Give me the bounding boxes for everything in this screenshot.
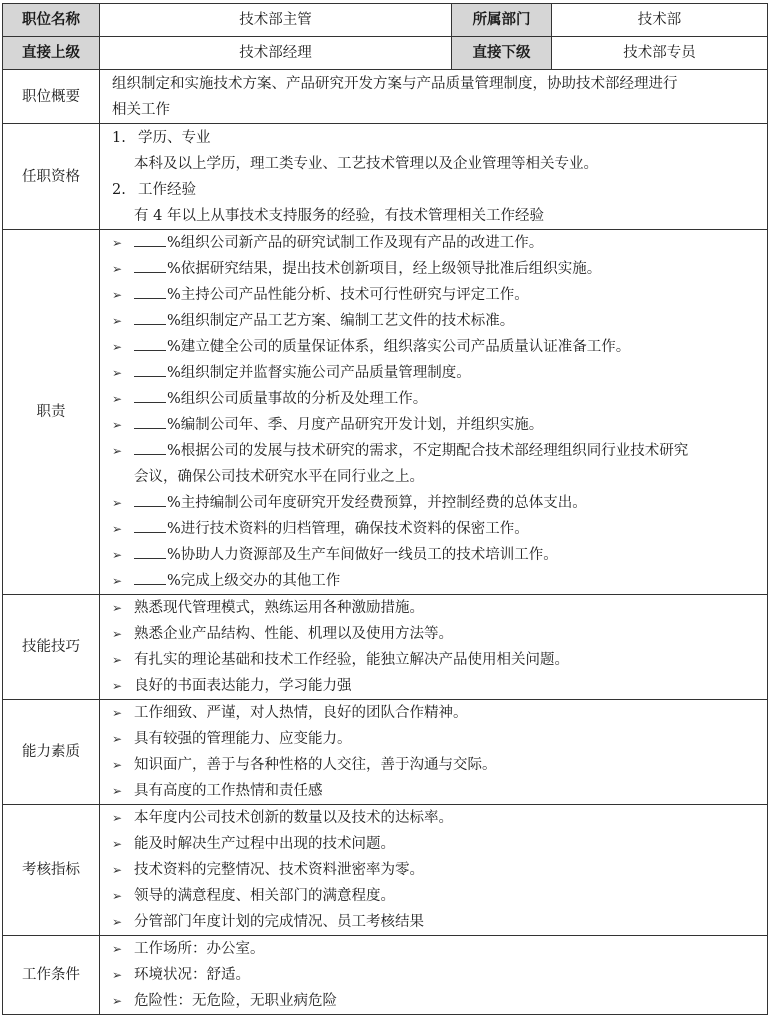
percentage-blank bbox=[134, 230, 166, 247]
overview-line-1: 组织制定和实施技术方案、产品研究开发方案与产品质量管理制度，协助技术部经理进行 bbox=[112, 75, 678, 92]
percentage-blank bbox=[134, 360, 166, 377]
arrow-bullet-icon: ➢ bbox=[112, 968, 123, 982]
skill-item bbox=[112, 621, 761, 647]
arrow-bullet-icon: ➢ bbox=[112, 732, 123, 746]
qualifications-label: 任职资格 bbox=[3, 124, 100, 230]
duty-item bbox=[112, 308, 761, 334]
arrow-bullet-icon: ➢ bbox=[112, 288, 123, 302]
overview-line-2: 相关工作 bbox=[112, 101, 170, 118]
duty-item bbox=[112, 256, 761, 282]
duty-item bbox=[112, 386, 761, 412]
skills-content bbox=[100, 595, 768, 700]
kpi-label: 考核指标 bbox=[3, 805, 100, 936]
kpi-content bbox=[100, 805, 768, 936]
qualification-item-1-title: 学历、专业 bbox=[138, 129, 211, 146]
qualification-item-2-number: 2. bbox=[112, 181, 126, 198]
arrow-bullet-icon: ➢ bbox=[112, 758, 123, 772]
arrow-bullet-icon: ➢ bbox=[112, 236, 123, 250]
qualification-item-1 bbox=[112, 125, 761, 151]
skill-item bbox=[112, 647, 761, 673]
job-description-sheet bbox=[2, 3, 767, 1015]
ability-text: 知识面广，善于与各种性格的人交往，善于沟通与交际。 bbox=[134, 757, 497, 773]
abilities-row bbox=[3, 700, 768, 805]
condition-text: 环境状况：舒适。 bbox=[134, 967, 250, 983]
abilities-list bbox=[112, 700, 761, 804]
duty-item bbox=[112, 360, 761, 386]
header-row-2 bbox=[3, 37, 768, 70]
duty-item bbox=[112, 490, 761, 516]
qualification-item-2 bbox=[112, 177, 761, 203]
condition-text: 工作场所：办公室。 bbox=[134, 941, 265, 957]
duty-text-continuation: 会议，确保公司技术研究水平在同行业之上。 bbox=[134, 469, 424, 485]
percentage-blank bbox=[134, 438, 166, 455]
header-row-1 bbox=[3, 4, 768, 37]
direct-subordinate-value: 技术部专员 bbox=[552, 37, 768, 70]
kpi-list bbox=[112, 805, 761, 935]
percentage-blank bbox=[134, 542, 166, 559]
arrow-bullet-icon: ➢ bbox=[112, 811, 123, 825]
arrow-bullet-icon: ➢ bbox=[112, 548, 123, 562]
kpi-text: 技术资料的完整情况、技术资料泄密率为零。 bbox=[134, 862, 424, 878]
kpi-item bbox=[112, 805, 761, 831]
duties-row bbox=[3, 230, 768, 595]
abilities-content bbox=[100, 700, 768, 805]
duty-item bbox=[112, 516, 761, 542]
duty-item bbox=[112, 412, 761, 438]
overview-content bbox=[100, 70, 768, 124]
skill-item bbox=[112, 595, 761, 621]
overview-label: 职位概要 bbox=[3, 70, 100, 124]
department-value: 技术部 bbox=[552, 4, 768, 37]
arrow-bullet-icon: ➢ bbox=[112, 994, 123, 1008]
skill-text: 良好的书面表达能力，学习能力强 bbox=[134, 678, 352, 694]
kpi-item bbox=[112, 831, 761, 857]
direct-superior-label: 直接上级 bbox=[3, 37, 100, 70]
percentage-blank bbox=[134, 412, 166, 429]
percentage-blank bbox=[134, 256, 166, 273]
arrow-bullet-icon: ➢ bbox=[112, 340, 123, 354]
duties-label: 职责 bbox=[3, 230, 100, 595]
arrow-bullet-icon: ➢ bbox=[112, 522, 123, 536]
direct-superior-value: 技术部经理 bbox=[100, 37, 452, 70]
kpi-item bbox=[112, 909, 761, 935]
overview-row bbox=[3, 70, 768, 124]
arrow-bullet-icon: ➢ bbox=[112, 496, 123, 510]
arrow-bullet-icon: ➢ bbox=[112, 574, 123, 588]
arrow-bullet-icon: ➢ bbox=[112, 262, 123, 276]
duty-item bbox=[112, 230, 761, 256]
duty-item bbox=[112, 438, 761, 490]
conditions-row bbox=[3, 936, 768, 1015]
skill-text: 熟悉企业产品结构、性能、机理以及使用方法等。 bbox=[134, 626, 453, 642]
arrow-bullet-icon: ➢ bbox=[112, 601, 123, 615]
arrow-bullet-icon: ➢ bbox=[112, 706, 123, 720]
percentage-blank bbox=[134, 568, 166, 585]
kpi-text: 能及时解决生产过程中出现的技术问题。 bbox=[134, 836, 395, 852]
position-title-label: 职位名称 bbox=[3, 4, 100, 37]
kpi-text: 本年度内公司技术创新的数量以及技术的达标率。 bbox=[134, 810, 453, 826]
arrow-bullet-icon: ➢ bbox=[112, 889, 123, 903]
duty-text: %依据研究结果，提出技术创新项目，经上级领导批准后组织实施。 bbox=[167, 261, 602, 277]
duty-text: %组织公司质量事故的分析及处理工作。 bbox=[167, 391, 428, 407]
arrow-bullet-icon: ➢ bbox=[112, 679, 123, 693]
skill-text: 熟悉现代管理模式，熟练运用各种激励措施。 bbox=[134, 600, 424, 616]
kpi-item bbox=[112, 883, 761, 909]
duty-text: %主持编制公司年度研究开发经费预算，并控制经费的总体支出。 bbox=[167, 495, 587, 511]
qualification-item-1-detail: 本科及以上学历，理工类专业、工艺技术管理以及企业管理等相关专业。 bbox=[134, 155, 598, 172]
condition-text: 危险性：无危险，无职业病危险 bbox=[134, 993, 337, 1009]
arrow-bullet-icon: ➢ bbox=[112, 784, 123, 798]
duty-text: %主持公司产品性能分析、技术可行性研究与评定工作。 bbox=[167, 287, 529, 303]
conditions-content bbox=[100, 936, 768, 1015]
skills-label: 技能技巧 bbox=[3, 595, 100, 700]
skills-row bbox=[3, 595, 768, 700]
arrow-bullet-icon: ➢ bbox=[112, 366, 123, 380]
kpi-text: 领导的满意程度、相关部门的满意程度。 bbox=[134, 888, 395, 904]
arrow-bullet-icon: ➢ bbox=[112, 314, 123, 328]
qualification-item-2-detail: 有 4 年以上从事技术支持服务的经验，有技术管理相关工作经验 bbox=[134, 207, 544, 224]
qualification-item-2-title: 工作经验 bbox=[138, 181, 196, 198]
job-description-table bbox=[2, 3, 768, 1015]
duty-text: %完成上级交办的其他工作 bbox=[167, 573, 341, 589]
arrow-bullet-icon: ➢ bbox=[112, 915, 123, 929]
abilities-label: 能力素质 bbox=[3, 700, 100, 805]
arrow-bullet-icon: ➢ bbox=[112, 942, 123, 956]
arrow-bullet-icon: ➢ bbox=[112, 863, 123, 877]
arrow-bullet-icon: ➢ bbox=[112, 653, 123, 667]
arrow-bullet-icon: ➢ bbox=[112, 444, 123, 458]
arrow-bullet-icon: ➢ bbox=[112, 418, 123, 432]
kpi-item bbox=[112, 857, 761, 883]
ability-text: 工作细致、严谨，对人热情，良好的团队合作精神。 bbox=[134, 705, 468, 721]
ability-item bbox=[112, 726, 761, 752]
qualification-item-1-number: 1. bbox=[112, 129, 126, 146]
percentage-blank bbox=[134, 386, 166, 403]
duty-text: %编制公司年、季、月度产品研究开发计划，并组织实施。 bbox=[167, 417, 544, 433]
duty-text: %根据公司的发展与技术研究的需求，不定期配合技术部经理组织同行业技术研究 bbox=[167, 443, 689, 459]
arrow-bullet-icon: ➢ bbox=[112, 392, 123, 406]
kpi-text: 分管部门年度计划的完成情况、员工考核结果 bbox=[134, 914, 424, 930]
duty-text: %组织公司新产品的研究试制工作及现有产品的改进工作。 bbox=[167, 235, 544, 251]
condition-item bbox=[112, 988, 761, 1014]
position-title-value: 技术部主管 bbox=[100, 4, 452, 37]
percentage-blank bbox=[134, 282, 166, 299]
conditions-label: 工作条件 bbox=[3, 936, 100, 1015]
duties-list bbox=[112, 230, 761, 594]
percentage-blank bbox=[134, 516, 166, 533]
duty-text: %建立健全公司的质量保证体系，组织落实公司产品质量认证准备工作。 bbox=[167, 339, 631, 355]
duty-text: %组织制定并监督实施公司产品质量管理制度。 bbox=[167, 365, 471, 381]
duty-text: %组织制定产品工艺方案、编制工艺文件的技术标准。 bbox=[167, 313, 515, 329]
condition-item bbox=[112, 936, 761, 962]
duty-item bbox=[112, 282, 761, 308]
percentage-blank bbox=[134, 334, 166, 351]
percentage-blank bbox=[134, 308, 166, 325]
ability-text: 具有高度的工作热情和责任感 bbox=[134, 783, 323, 799]
conditions-list bbox=[112, 936, 761, 1014]
duty-text: %协助人力资源部及生产车间做好一线员工的技术培训工作。 bbox=[167, 547, 558, 563]
kpi-row bbox=[3, 805, 768, 936]
skill-item bbox=[112, 673, 761, 699]
duties-content bbox=[100, 230, 768, 595]
ability-text: 具有较强的管理能力、应变能力。 bbox=[134, 731, 352, 747]
qualifications-row bbox=[3, 124, 768, 230]
qualifications-content bbox=[100, 124, 768, 230]
ability-item bbox=[112, 700, 761, 726]
skills-list bbox=[112, 595, 761, 699]
direct-subordinate-label: 直接下级 bbox=[452, 37, 552, 70]
duty-item bbox=[112, 542, 761, 568]
arrow-bullet-icon: ➢ bbox=[112, 837, 123, 851]
percentage-blank bbox=[134, 490, 166, 507]
ability-item bbox=[112, 778, 761, 804]
duty-item bbox=[112, 568, 761, 594]
duty-text: %进行技术资料的归档管理，确保技术资料的保密工作。 bbox=[167, 521, 529, 537]
duty-item bbox=[112, 334, 761, 360]
skill-text: 有扎实的理论基础和技术工作经验，能独立解决产品使用相关问题。 bbox=[134, 652, 569, 668]
condition-item bbox=[112, 962, 761, 988]
arrow-bullet-icon: ➢ bbox=[112, 627, 123, 641]
department-label: 所属部门 bbox=[452, 4, 552, 37]
ability-item bbox=[112, 752, 761, 778]
